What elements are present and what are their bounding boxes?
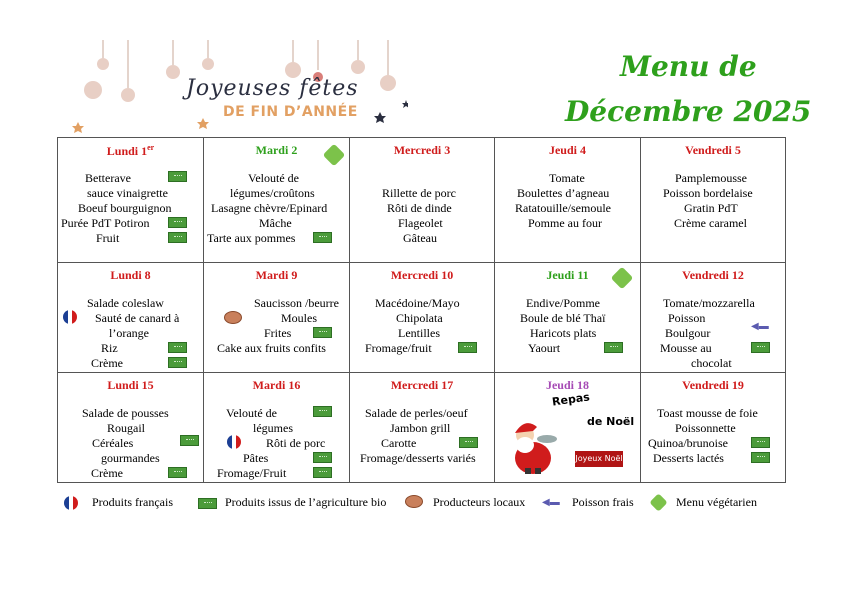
bio-label-icon [751, 452, 770, 463]
dish: Chipolata [396, 311, 443, 325]
bio-label-icon [168, 232, 187, 243]
day-cell-lundi-8 [58, 263, 204, 373]
dish: Sauté de canard à [95, 311, 180, 325]
dish: Salade de pousses [82, 406, 169, 420]
christmas-meal-subtitle: de Noël [587, 415, 635, 428]
dish: Salade de perles/oeuf [365, 406, 468, 420]
dish: Macédoine/Mayo [375, 296, 460, 310]
day-cell-vendredi-19 [641, 373, 785, 482]
day-title: Mercredi 17 [390, 378, 454, 392]
bio-label-icon [313, 452, 332, 463]
legend [62, 495, 782, 513]
dish: Gâteau [403, 231, 437, 245]
day-title: Lundi 1er [106, 143, 155, 158]
dish: Betterave [85, 171, 131, 185]
day-cell-mardi-16 [204, 373, 350, 482]
dish: Yaourt [528, 341, 561, 355]
dish: Fromage/desserts variés [360, 451, 476, 465]
bio-label-icon [313, 232, 332, 243]
dish: l’orange [109, 326, 149, 340]
day-title: Lundi 8 [110, 268, 151, 282]
day-cell-vendredi-12 [641, 263, 785, 373]
bio-label-icon [751, 342, 770, 353]
day-cell-mardi-2 [204, 138, 350, 263]
day-title: Vendredi 12 [682, 268, 744, 282]
day-cell-jeudi-11 [495, 263, 641, 373]
dish: Mousse au [660, 341, 712, 355]
day-cell-mardi-9 [204, 263, 350, 373]
day-title: Mardi 2 [255, 143, 298, 157]
dish: Rillette de porc [382, 186, 456, 200]
bio-label-icon [313, 467, 332, 478]
banner-greeting: Joyeuses fêtes [186, 76, 359, 101]
holiday-banner [58, 40, 408, 135]
bio-label-icon [459, 437, 478, 448]
fish-icon: ◀▬ [542, 497, 560, 508]
french-flag-icon [64, 496, 78, 510]
dish: Toast mousse de foie [657, 406, 758, 420]
dish: Endive/Pomme [526, 296, 600, 310]
legend-local: Producteurs locaux [433, 495, 526, 509]
bio-label-icon [604, 342, 623, 353]
dish: Fromage/fruit [365, 341, 432, 355]
local-producer-icon [405, 495, 423, 508]
day-cell-vendredi-5 [641, 138, 785, 263]
dish: Velouté de [248, 171, 299, 185]
day-cell-lundi-15 [58, 373, 204, 482]
dish: Pâtes [243, 451, 269, 465]
dish: Flageolet [398, 216, 443, 230]
dish: Poisson bordelaise [663, 186, 753, 200]
bio-label-icon [168, 171, 187, 182]
dish: chocolat [691, 356, 732, 370]
dish: Carotte [381, 436, 417, 450]
day-title: Mardi 16 [252, 378, 301, 392]
legend-french: Produits français [92, 495, 173, 509]
day-cell-mercredi-10 [350, 263, 495, 373]
dish: Gratin PdT [684, 201, 738, 215]
dish: Ratatouille/semoule [515, 201, 611, 215]
dish: Velouté de [226, 406, 277, 420]
dish: Riz [101, 341, 118, 355]
day-title: Mardi 9 [255, 268, 298, 282]
dish: Cake aux fruits confits [217, 341, 326, 355]
bio-label-icon [198, 498, 217, 509]
menu-title: Menu de [620, 50, 757, 83]
day-cell-jeudi-18 [495, 373, 641, 482]
bio-label-icon [168, 217, 187, 228]
dish: légumes [253, 421, 293, 435]
dish: Boulettes d’agneau [517, 186, 610, 200]
day-title: Vendredi 5 [685, 143, 741, 157]
dish: Céréales [92, 436, 134, 450]
dish: Moules [281, 311, 317, 325]
legend-fish: Poisson frais [572, 495, 634, 509]
day-title: Lundi 15 [107, 378, 154, 392]
french-flag-icon [227, 435, 241, 449]
bio-label-icon [458, 342, 477, 353]
bio-label-icon [168, 467, 187, 478]
banner-subtitle: DE FIN D’ANNÉE [223, 104, 358, 120]
dish: Desserts lactés [653, 451, 724, 465]
dish: Tarte aux pommes [207, 231, 296, 245]
day-cell-lundi-1 [58, 138, 204, 263]
bio-label-icon [168, 357, 187, 368]
dish: Rôti de dinde [387, 201, 452, 215]
dish: Boeuf bourguignon [78, 201, 172, 215]
bio-label-icon [313, 406, 332, 417]
dish: Jambon grill [390, 421, 451, 435]
menu-month: Décembre 2025 [565, 95, 812, 128]
dish: Crème caramel [674, 216, 747, 230]
dish: gourmandes [101, 451, 160, 465]
dish: sauce vinaigrette [87, 186, 168, 200]
bio-label-icon [168, 342, 187, 353]
day-cell-jeudi-4 [495, 138, 641, 263]
vegetarian-icon [649, 493, 667, 511]
dish: Boule de blé Thaï [520, 311, 606, 325]
day-title: Mercredi 3 [393, 143, 451, 157]
dish: Frites [264, 326, 292, 340]
dish: Poissonnette [675, 421, 736, 435]
day-title: Jeudi 11 [546, 268, 589, 282]
fish-icon: ◀▬ [751, 321, 769, 332]
french-flag-icon [63, 310, 77, 324]
joyeux-noel-badge: Joyeux Noël [575, 451, 623, 467]
dish: Salade coleslaw [87, 296, 164, 310]
dish: Crème [91, 466, 123, 480]
bio-label-icon [180, 435, 199, 446]
local-producer-icon [224, 311, 242, 324]
menu-grid [57, 137, 786, 483]
dish: Rougail [107, 421, 145, 435]
dish: Quinoa/brunoise [648, 436, 728, 450]
christmas-meal-title: Repas [551, 390, 591, 409]
dish: Fromage/Fruit [217, 466, 287, 480]
dish: Tomate/mozzarella [663, 296, 755, 310]
day-title: Vendredi 19 [682, 378, 744, 392]
dish: légumes/croûtons [230, 186, 315, 200]
legend-bio: Produits issus de l’agriculture bio [225, 495, 387, 509]
dish: Rôti de porc [266, 436, 326, 450]
day-title: Jeudi 18 [545, 378, 589, 392]
bio-label-icon [751, 437, 770, 448]
santa-illustration [503, 413, 563, 475]
day-title: Jeudi 4 [548, 143, 586, 157]
day-title: Mercredi 10 [390, 268, 454, 282]
dish: Lentilles [398, 326, 440, 340]
dish: Poisson [668, 311, 706, 325]
dish: Haricots plats [530, 326, 597, 340]
dish: Purée PdT Potiron [61, 216, 150, 230]
day-cell-mercredi-3 [350, 138, 495, 263]
dish: Saucisson /beurre [254, 296, 339, 310]
dish: Pamplemousse [675, 171, 747, 185]
legend-veg: Menu végétarien [676, 495, 757, 509]
bio-label-icon [313, 327, 332, 338]
dish: Lasagne chèvre/Epinard [211, 201, 328, 215]
dish: Boulgour [665, 326, 711, 340]
dish: Mâche [259, 216, 292, 230]
dish: Fruit [96, 231, 120, 245]
dish: Pomme au four [528, 216, 602, 230]
dish: Crème [91, 356, 123, 370]
dish: Tomate [549, 171, 585, 185]
day-cell-mercredi-17 [350, 373, 495, 482]
